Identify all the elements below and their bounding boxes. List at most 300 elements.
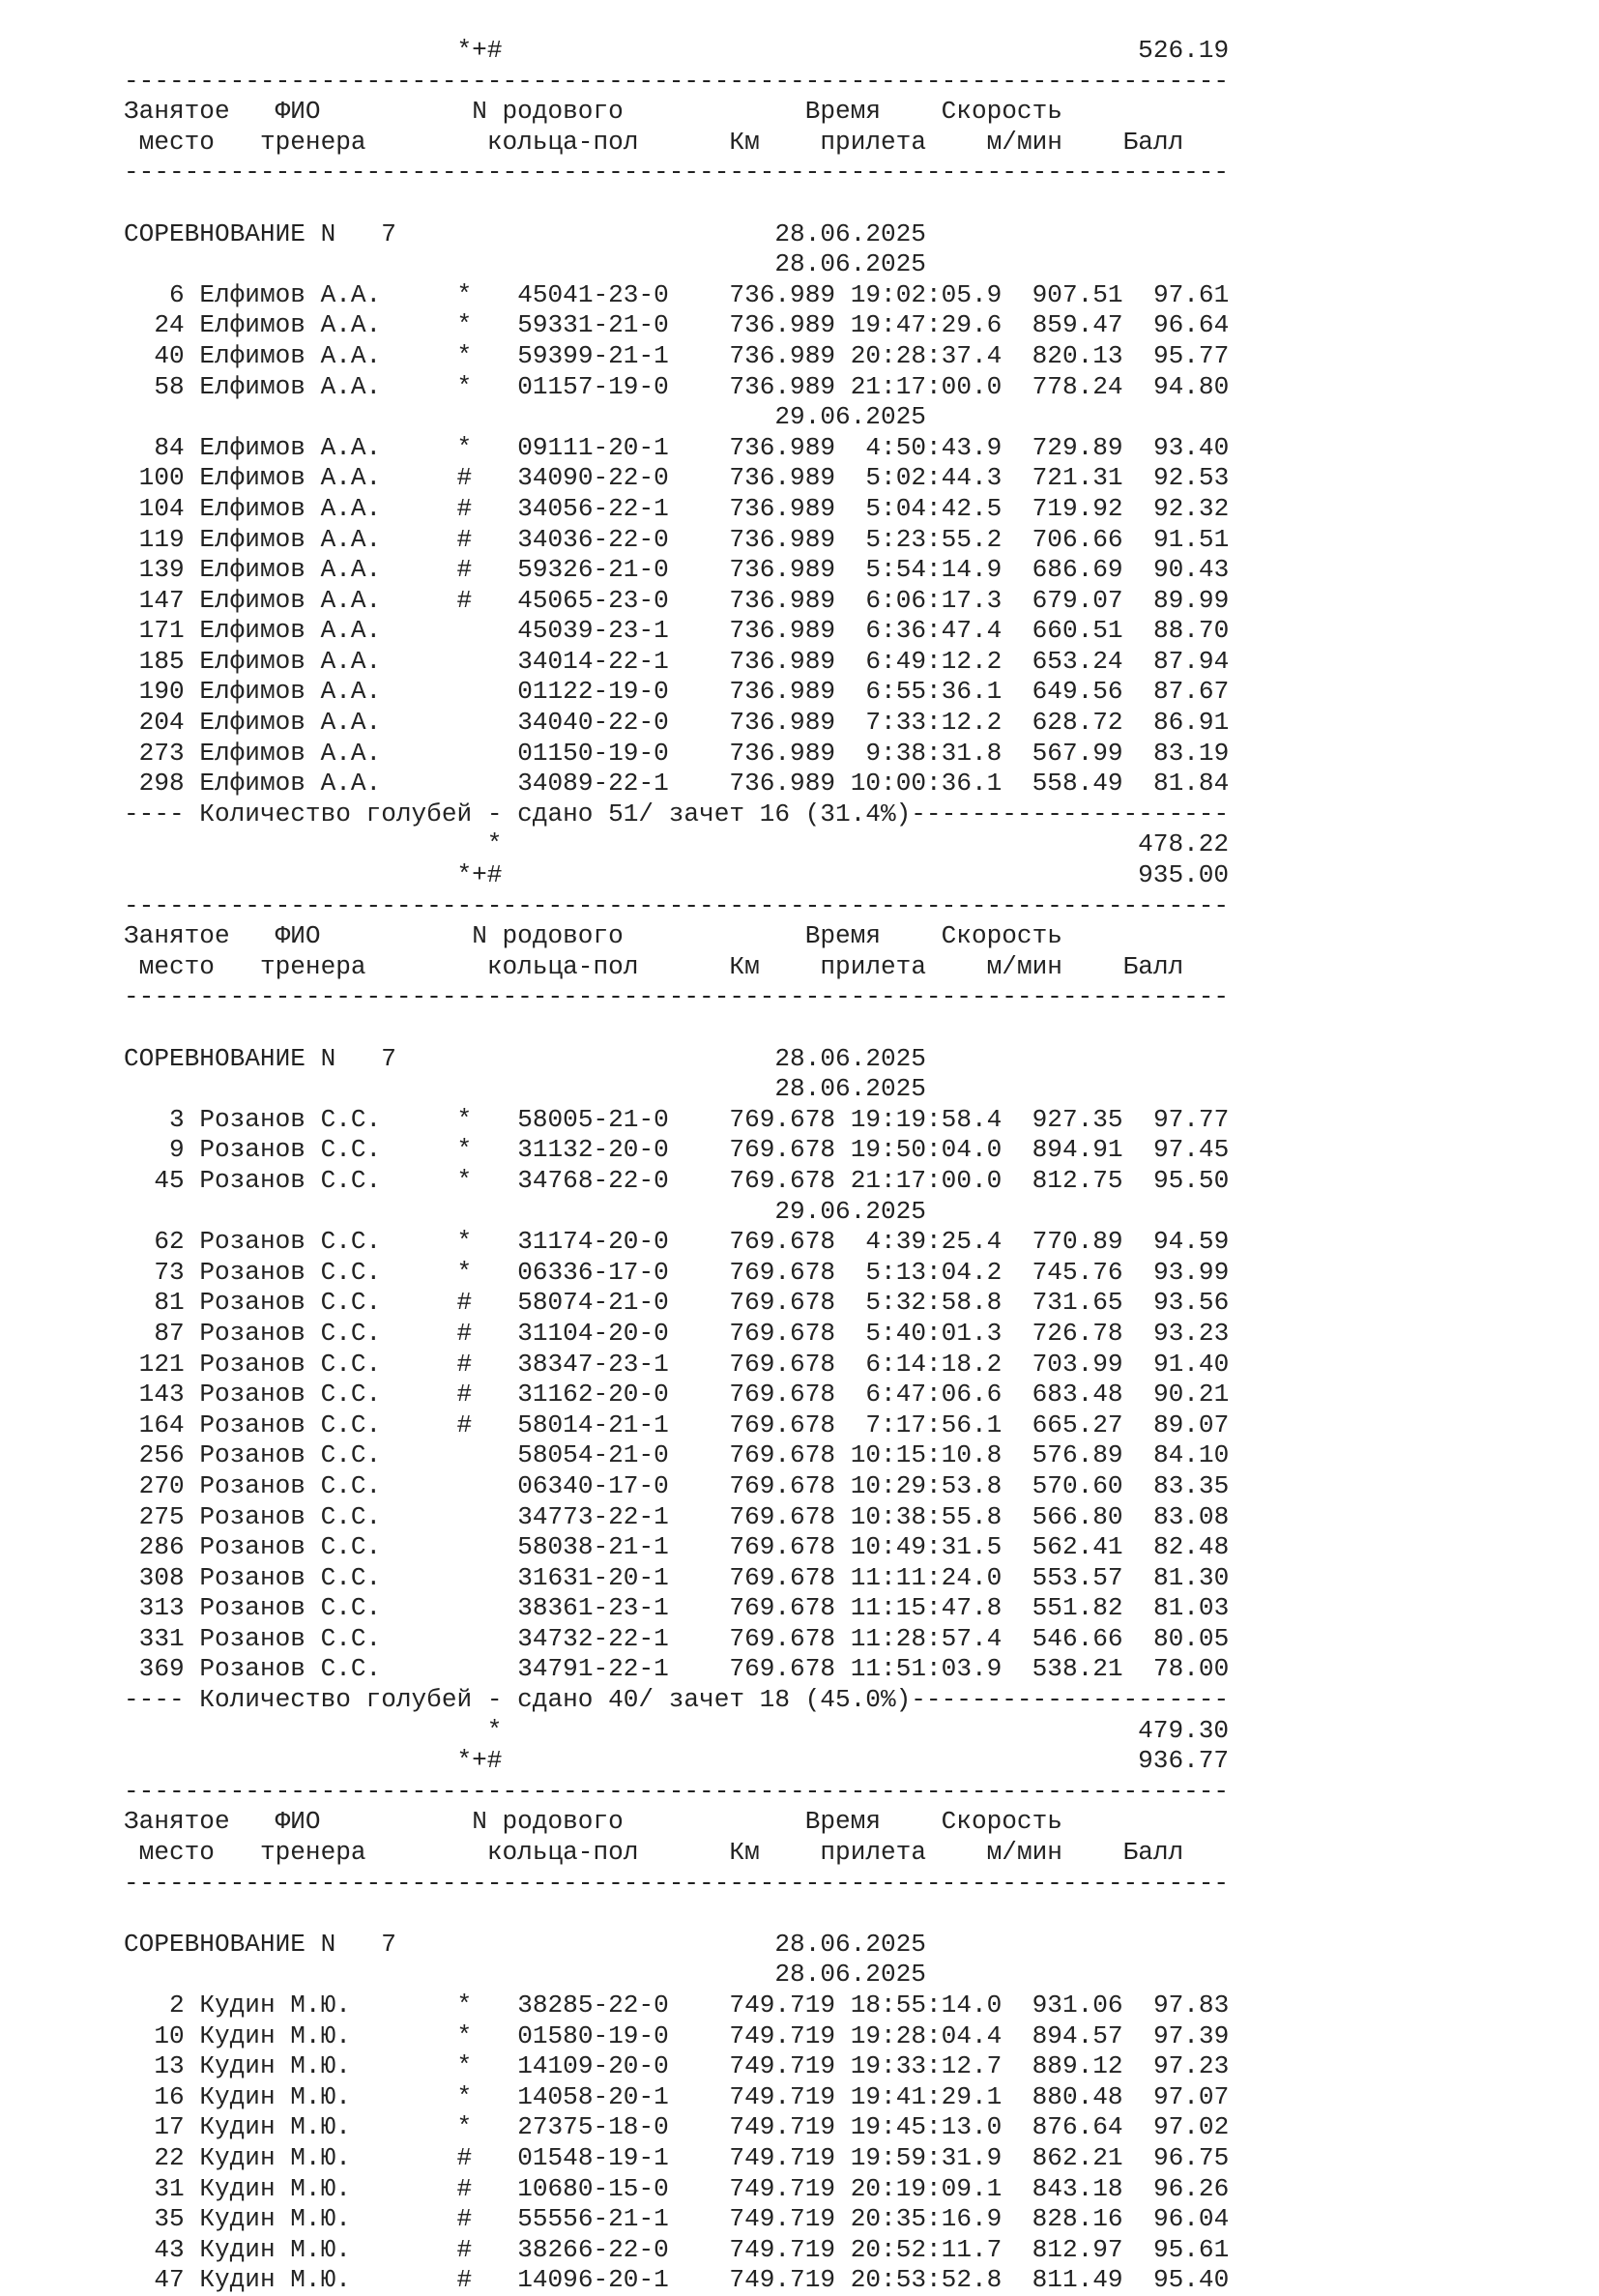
score: 90.43 <box>1152 555 1230 585</box>
col-speed: м/мин <box>986 951 1062 981</box>
place: 147 <box>124 585 185 615</box>
score: 96.64 <box>1152 310 1230 340</box>
divider: ------------------------------------------------------------------------- <box>124 1776 1230 1806</box>
table-row <box>124 2112 1229 2143</box>
arrival-time: 5:04:42.5 <box>850 493 1003 523</box>
score: 96.26 <box>1152 2173 1230 2203</box>
score: 95.61 <box>1152 2234 1230 2264</box>
place: 45 <box>124 1165 185 1195</box>
trainer-name: Кудин М.Ю. <box>199 2051 396 2081</box>
ring: 01122-19-0 <box>517 677 669 707</box>
ring: 38361-23-1 <box>517 1593 669 1623</box>
speed: 576.89 <box>1016 1440 1123 1470</box>
blank-line <box>124 1899 1229 1930</box>
place: 119 <box>124 524 185 554</box>
ring: 58074-21-0 <box>517 1288 669 1318</box>
arrival-time: 5:40:01.3 <box>850 1318 1003 1348</box>
table-row <box>124 1319 1229 1350</box>
ring: 31104-20-0 <box>517 1318 669 1348</box>
col-place: место <box>138 1838 215 1868</box>
ring: 06340-17-0 <box>517 1470 669 1500</box>
arrival-time: 19:28:04.4 <box>850 2020 1003 2050</box>
mark <box>457 1502 473 1531</box>
table-row <box>124 1258 1229 1289</box>
mark <box>457 1593 473 1622</box>
col-speed: Скорость <box>941 1807 1062 1837</box>
speed: 729.89 <box>1016 432 1123 462</box>
blank-line <box>124 189 1229 219</box>
trainer-name: Розанов С.С. <box>199 1470 396 1500</box>
arrival-time: 19:41:29.1 <box>850 2081 1003 2111</box>
km: 736.989 <box>699 677 836 707</box>
place: 10 <box>124 2020 185 2050</box>
ring: 45039-23-1 <box>517 616 669 646</box>
mark <box>457 1471 473 1500</box>
ring: 06336-17-0 <box>517 1257 669 1287</box>
summary-line: ---- Количество голубей - сдано 51/ зачет 16 (31.4%)--------------------- <box>124 799 1230 828</box>
col-time: Время <box>804 921 881 951</box>
km: 769.678 <box>699 1470 836 1500</box>
trainer-name: Елфимов А.А. <box>199 371 396 401</box>
results-printout <box>124 36 1229 2296</box>
arrival-time: 20:28:37.4 <box>850 340 1003 370</box>
km: 736.989 <box>699 463 836 493</box>
total-value: 526.19 <box>1138 36 1230 65</box>
score: 97.77 <box>1152 1104 1230 1134</box>
trainer-name: Елфимов А.А. <box>199 738 396 768</box>
km: 749.719 <box>699 2051 836 2081</box>
km: 736.989 <box>699 646 836 676</box>
table-row <box>124 1440 1229 1471</box>
km: 769.678 <box>699 1135 836 1165</box>
km: 769.678 <box>699 1104 836 1134</box>
blank-line <box>124 1013 1229 1044</box>
score: 83.35 <box>1152 1470 1230 1500</box>
arrival-time: 6:55:36.1 <box>850 677 1003 707</box>
column-header-row-2 <box>124 128 1229 159</box>
trainer-name: Елфимов А.А. <box>199 677 396 707</box>
km: 736.989 <box>699 340 836 370</box>
competition-line <box>124 1930 1229 1961</box>
col-place: Занятое <box>124 97 230 127</box>
mark: * <box>456 371 473 401</box>
header-total <box>124 36 1229 67</box>
arrival-time: 5:13:04.2 <box>850 1257 1003 1287</box>
competition-label: СОРЕВНОВАНИЕ N <box>124 218 336 248</box>
speed: 570.60 <box>1016 1470 1123 1500</box>
col-speed: Скорость <box>941 97 1062 127</box>
mark: # <box>456 493 473 523</box>
score: 94.80 <box>1152 371 1230 401</box>
km: 769.678 <box>699 1257 836 1287</box>
score: 97.02 <box>1152 2112 1230 2142</box>
mark <box>457 616 473 645</box>
table-row <box>124 1380 1229 1410</box>
speed: 628.72 <box>1016 708 1123 738</box>
mark <box>457 1654 473 1683</box>
trainer-name: Розанов С.С. <box>199 1165 396 1195</box>
mark <box>457 1624 473 1653</box>
place: 270 <box>124 1470 185 1500</box>
table-row <box>124 1288 1229 1319</box>
trainer-name: Елфимов А.А. <box>199 463 396 493</box>
km: 749.719 <box>699 2020 836 2050</box>
speed: 649.56 <box>1016 677 1123 707</box>
col-ring: кольца-пол <box>486 951 639 981</box>
summary-line: ---- Количество голубей - сдано 40/ зачет 18 (45.0%)--------------------- <box>124 1685 1230 1715</box>
place: 73 <box>124 1257 185 1287</box>
arrival-time: 5:54:14.9 <box>850 555 1003 585</box>
score: 94.59 <box>1152 1227 1230 1257</box>
arrival-time: 7:17:56.1 <box>850 1410 1003 1439</box>
km: 769.678 <box>699 1165 836 1195</box>
table-row <box>124 1350 1229 1381</box>
table-row <box>124 310 1229 341</box>
km: 736.989 <box>699 616 836 646</box>
trainer-name: Розанов С.С. <box>199 1501 396 1531</box>
column-header-row-1 <box>124 97 1229 128</box>
trainer-name: Розанов С.С. <box>199 1654 396 1684</box>
col-place: Занятое <box>124 921 230 951</box>
place: 369 <box>124 1654 185 1684</box>
score: 95.50 <box>1152 1165 1230 1195</box>
date: 28.06.2025 <box>774 249 926 279</box>
place: 17 <box>124 2112 185 2142</box>
mark <box>457 1563 473 1592</box>
speed: 894.57 <box>1016 2020 1123 2050</box>
divider: ------------------------------------------------------------------------- <box>124 1868 1230 1898</box>
km: 736.989 <box>699 432 836 462</box>
table-row <box>124 341 1229 372</box>
arrival-time: 11:28:57.4 <box>850 1623 1003 1653</box>
col-score: Балл <box>1122 951 1184 981</box>
km: 749.719 <box>699 2112 836 2142</box>
place: 185 <box>124 646 185 676</box>
ring: 14058-20-1 <box>517 2081 669 2111</box>
score: 87.67 <box>1152 677 1230 707</box>
score: 95.77 <box>1152 340 1230 370</box>
trainer-name: Розанов С.С. <box>199 1593 396 1623</box>
col-speed: Скорость <box>941 921 1062 951</box>
mark: # <box>456 1410 473 1439</box>
table-row <box>124 708 1229 739</box>
mark <box>457 769 473 798</box>
place: 190 <box>124 677 185 707</box>
speed: 731.65 <box>1016 1288 1123 1318</box>
table-row <box>124 372 1229 403</box>
score: 92.32 <box>1152 493 1230 523</box>
table-row <box>124 1105 1229 1136</box>
speed: 553.57 <box>1016 1562 1123 1592</box>
mark: * <box>456 279 473 309</box>
place: 47 <box>124 2265 185 2295</box>
score: 95.40 <box>1152 2265 1230 2295</box>
col-km: Км <box>729 1838 760 1868</box>
km: 769.678 <box>699 1349 836 1379</box>
score: 92.53 <box>1152 463 1230 493</box>
arrival-time: 6:49:12.2 <box>850 646 1003 676</box>
place: 58 <box>124 371 185 401</box>
mark: * <box>456 1165 473 1195</box>
speed: 894.91 <box>1016 1135 1123 1165</box>
table-row <box>124 2021 1229 2052</box>
place: 164 <box>124 1410 185 1439</box>
trainer-name: Розанов С.С. <box>199 1257 396 1287</box>
km: 749.719 <box>699 2081 836 2111</box>
mark: # <box>456 1288 473 1318</box>
ring: 58005-21-0 <box>517 1104 669 1134</box>
table-row <box>124 647 1229 678</box>
score: 78.00 <box>1152 1654 1230 1684</box>
speed: 706.66 <box>1016 524 1123 554</box>
ring: 09111-20-1 <box>517 432 669 462</box>
column-header-row-2 <box>124 952 1229 983</box>
arrival-time: 5:02:44.3 <box>850 463 1003 493</box>
mark: # <box>456 555 473 585</box>
score: 86.91 <box>1152 708 1230 738</box>
col-time: Время <box>804 1807 881 1837</box>
arrival-time: 6:47:06.6 <box>850 1380 1003 1410</box>
divider: ------------------------------------------------------------------------- <box>124 66 1230 96</box>
speed: 653.24 <box>1016 646 1123 676</box>
ring: 34056-22-1 <box>517 493 669 523</box>
speed: 679.07 <box>1016 585 1123 615</box>
ring: 31132-20-0 <box>517 1135 669 1165</box>
place: 3 <box>124 1104 185 1134</box>
date: 28.06.2025 <box>774 1960 926 1990</box>
speed: 683.48 <box>1016 1380 1123 1410</box>
place: 171 <box>124 616 185 646</box>
km: 736.989 <box>699 279 836 309</box>
ring: 55556-21-1 <box>517 2204 669 2234</box>
score: 97.61 <box>1152 279 1230 309</box>
speed: 745.76 <box>1016 1257 1123 1287</box>
col-name: ФИО <box>275 921 321 951</box>
km: 736.989 <box>699 708 836 738</box>
speed: 686.69 <box>1016 555 1123 585</box>
place: 84 <box>124 432 185 462</box>
score: 81.84 <box>1152 769 1230 799</box>
place: 62 <box>124 1227 185 1257</box>
score: 81.30 <box>1152 1562 1230 1592</box>
table-row <box>124 1532 1229 1563</box>
table-row <box>124 1227 1229 1258</box>
km: 769.678 <box>699 1318 836 1348</box>
speed: 721.31 <box>1016 463 1123 493</box>
competition-number: 7 <box>381 1043 396 1073</box>
score: 87.94 <box>1152 646 1230 676</box>
ring: 14109-20-0 <box>517 2051 669 2081</box>
trainer-name: Кудин М.Ю. <box>199 1991 396 2020</box>
table-row <box>124 769 1229 799</box>
table-row <box>124 739 1229 770</box>
arrival-time: 19:45:13.0 <box>850 2112 1003 2142</box>
table-row <box>124 2174 1229 2205</box>
table-row <box>124 280 1229 311</box>
col-name: ФИО <box>275 97 321 127</box>
trainer-name: Кудин М.Ю. <box>199 2081 396 2111</box>
km: 769.678 <box>699 1410 836 1439</box>
km: 769.678 <box>699 1440 836 1470</box>
arrival-time: 19:59:31.9 <box>850 2142 1003 2172</box>
ring: 34090-22-0 <box>517 463 669 493</box>
arrival-time: 4:39:25.4 <box>850 1227 1003 1257</box>
table-row <box>124 2051 1229 2082</box>
place: 256 <box>124 1440 185 1470</box>
arrival-time: 19:19:58.4 <box>850 1104 1003 1134</box>
col-ring: N родового <box>472 921 624 951</box>
ring: 45041-23-0 <box>517 279 669 309</box>
place: 143 <box>124 1380 185 1410</box>
speed: 859.47 <box>1016 310 1123 340</box>
total-all: *+# 935.00 <box>124 860 1230 890</box>
ring: 34773-22-1 <box>517 1501 669 1531</box>
col-ring: N родового <box>472 1807 624 1837</box>
ring: 34036-22-0 <box>517 524 669 554</box>
arrival-time: 11:11:24.0 <box>850 1562 1003 1592</box>
km: 749.719 <box>699 2234 836 2264</box>
place: 308 <box>124 1562 185 1592</box>
speed: 562.41 <box>1016 1532 1123 1562</box>
score: 91.40 <box>1152 1349 1230 1379</box>
arrival-time: 10:00:36.1 <box>850 769 1003 799</box>
score: 81.03 <box>1152 1593 1230 1623</box>
divider: ------------------------------------------------------------------------- <box>124 158 1230 188</box>
km: 749.719 <box>699 2265 836 2295</box>
col-ring: N родового <box>472 97 624 127</box>
ring: 31631-20-1 <box>517 1562 669 1592</box>
trainer-name: Елфимов А.А. <box>199 555 396 585</box>
trainer-name: Елфимов А.А. <box>199 279 396 309</box>
speed: 660.51 <box>1016 616 1123 646</box>
competition-line <box>124 219 1229 250</box>
km: 769.678 <box>699 1532 836 1562</box>
mark: # <box>456 2234 473 2264</box>
competition-date: 28.06.2025 <box>774 218 926 248</box>
ring: 38285-22-0 <box>517 1991 669 2020</box>
table-row <box>124 1654 1229 1685</box>
km: 736.989 <box>699 524 836 554</box>
km: 749.719 <box>699 2142 836 2172</box>
col-ring: кольца-пол <box>486 1838 639 1868</box>
place: 13 <box>124 2051 185 2081</box>
speed: 820.13 <box>1016 340 1123 370</box>
table-row <box>124 494 1229 525</box>
speed: 770.89 <box>1016 1227 1123 1257</box>
mark: # <box>456 2173 473 2203</box>
trainer-name: Розанов С.С. <box>199 1562 396 1592</box>
arrival-time: 11:51:03.9 <box>850 1654 1003 1684</box>
place: 24 <box>124 310 185 340</box>
ring: 34732-22-1 <box>517 1623 669 1653</box>
place: 2 <box>124 1991 185 2020</box>
speed: 558.49 <box>1016 769 1123 799</box>
date-line <box>124 249 1229 280</box>
km: 769.678 <box>699 1593 836 1623</box>
km: 769.678 <box>699 1227 836 1257</box>
trainer-name: Кудин М.Ю. <box>199 2173 396 2203</box>
mark <box>457 677 473 706</box>
km: 769.678 <box>699 1288 836 1318</box>
score: 84.10 <box>1152 1440 1230 1470</box>
trainer-name: Елфимов А.А. <box>199 340 396 370</box>
arrival-time: 10:15:10.8 <box>850 1440 1003 1470</box>
competition-line <box>124 1044 1229 1075</box>
speed: 889.12 <box>1016 2051 1123 2081</box>
place: 31 <box>124 2173 185 2203</box>
summary: Количество голубей - сдано 40/ зачет 18 (45.0%) <box>199 1685 912 1715</box>
competition-date: 28.06.2025 <box>774 1043 926 1073</box>
mark: * <box>456 1104 473 1134</box>
trainer-name: Розанов С.С. <box>199 1349 396 1379</box>
trainer-name: Кудин М.Ю. <box>199 2020 396 2050</box>
competition-label: СОРЕВНОВАНИЕ N <box>124 1929 336 1959</box>
ring: 34014-22-1 <box>517 646 669 676</box>
date-line <box>124 1074 1229 1105</box>
mark: * <box>456 2051 473 2081</box>
mark <box>457 647 473 676</box>
total-all: *+# 936.77 <box>124 1746 1230 1776</box>
speed: 907.51 <box>1016 279 1123 309</box>
trainer-name: Кудин М.Ю. <box>199 2234 396 2264</box>
km: 736.989 <box>699 493 836 523</box>
km: 736.989 <box>699 310 836 340</box>
arrival-time: 19:33:12.7 <box>850 2051 1003 2081</box>
arrival-time: 21:17:00.0 <box>850 1165 1003 1195</box>
place: 40 <box>124 340 185 370</box>
place: 35 <box>124 2204 185 2234</box>
table-row <box>124 616 1229 647</box>
km: 749.719 <box>699 1991 836 2020</box>
arrival-time: 4:50:43.9 <box>850 432 1003 462</box>
arrival-time: 20:19:09.1 <box>850 2173 1003 2203</box>
col-time: Время <box>804 97 881 127</box>
col-ring: кольца-пол <box>486 127 639 157</box>
trainer-name: Кудин М.Ю. <box>199 2204 396 2234</box>
trainer-name: Кудин М.Ю. <box>199 2265 396 2295</box>
mark: * <box>456 2081 473 2111</box>
speed: 828.16 <box>1016 2204 1123 2234</box>
table-row <box>124 1991 1229 2021</box>
mark <box>457 1532 473 1561</box>
mark: # <box>456 585 473 615</box>
date: 29.06.2025 <box>774 402 926 432</box>
arrival-time: 6:06:17.3 <box>850 585 1003 615</box>
trainer-name: Розанов С.С. <box>199 1410 396 1439</box>
table-row <box>124 2265 1229 2296</box>
column-header-row-1 <box>124 1807 1229 1838</box>
table-row <box>124 555 1229 586</box>
ring: 27375-18-0 <box>517 2112 669 2142</box>
score: 83.08 <box>1152 1501 1230 1531</box>
km: 769.678 <box>699 1562 836 1592</box>
mark: * <box>456 1257 473 1287</box>
date: 29.06.2025 <box>774 1196 926 1226</box>
total-value: 935.00 <box>1138 860 1230 890</box>
score: 96.75 <box>1152 2142 1230 2172</box>
table-row <box>124 433 1229 464</box>
speed: 551.82 <box>1016 1593 1123 1623</box>
arrival-time: 10:38:55.8 <box>850 1501 1003 1531</box>
speed: 927.35 <box>1016 1104 1123 1134</box>
competition-label: СОРЕВНОВАНИЕ N <box>124 1043 336 1073</box>
place: 331 <box>124 1623 185 1653</box>
place: 121 <box>124 1349 185 1379</box>
place: 139 <box>124 555 185 585</box>
place: 81 <box>124 1288 185 1318</box>
ring: 01580-19-0 <box>517 2020 669 2050</box>
place: 16 <box>124 2081 185 2111</box>
